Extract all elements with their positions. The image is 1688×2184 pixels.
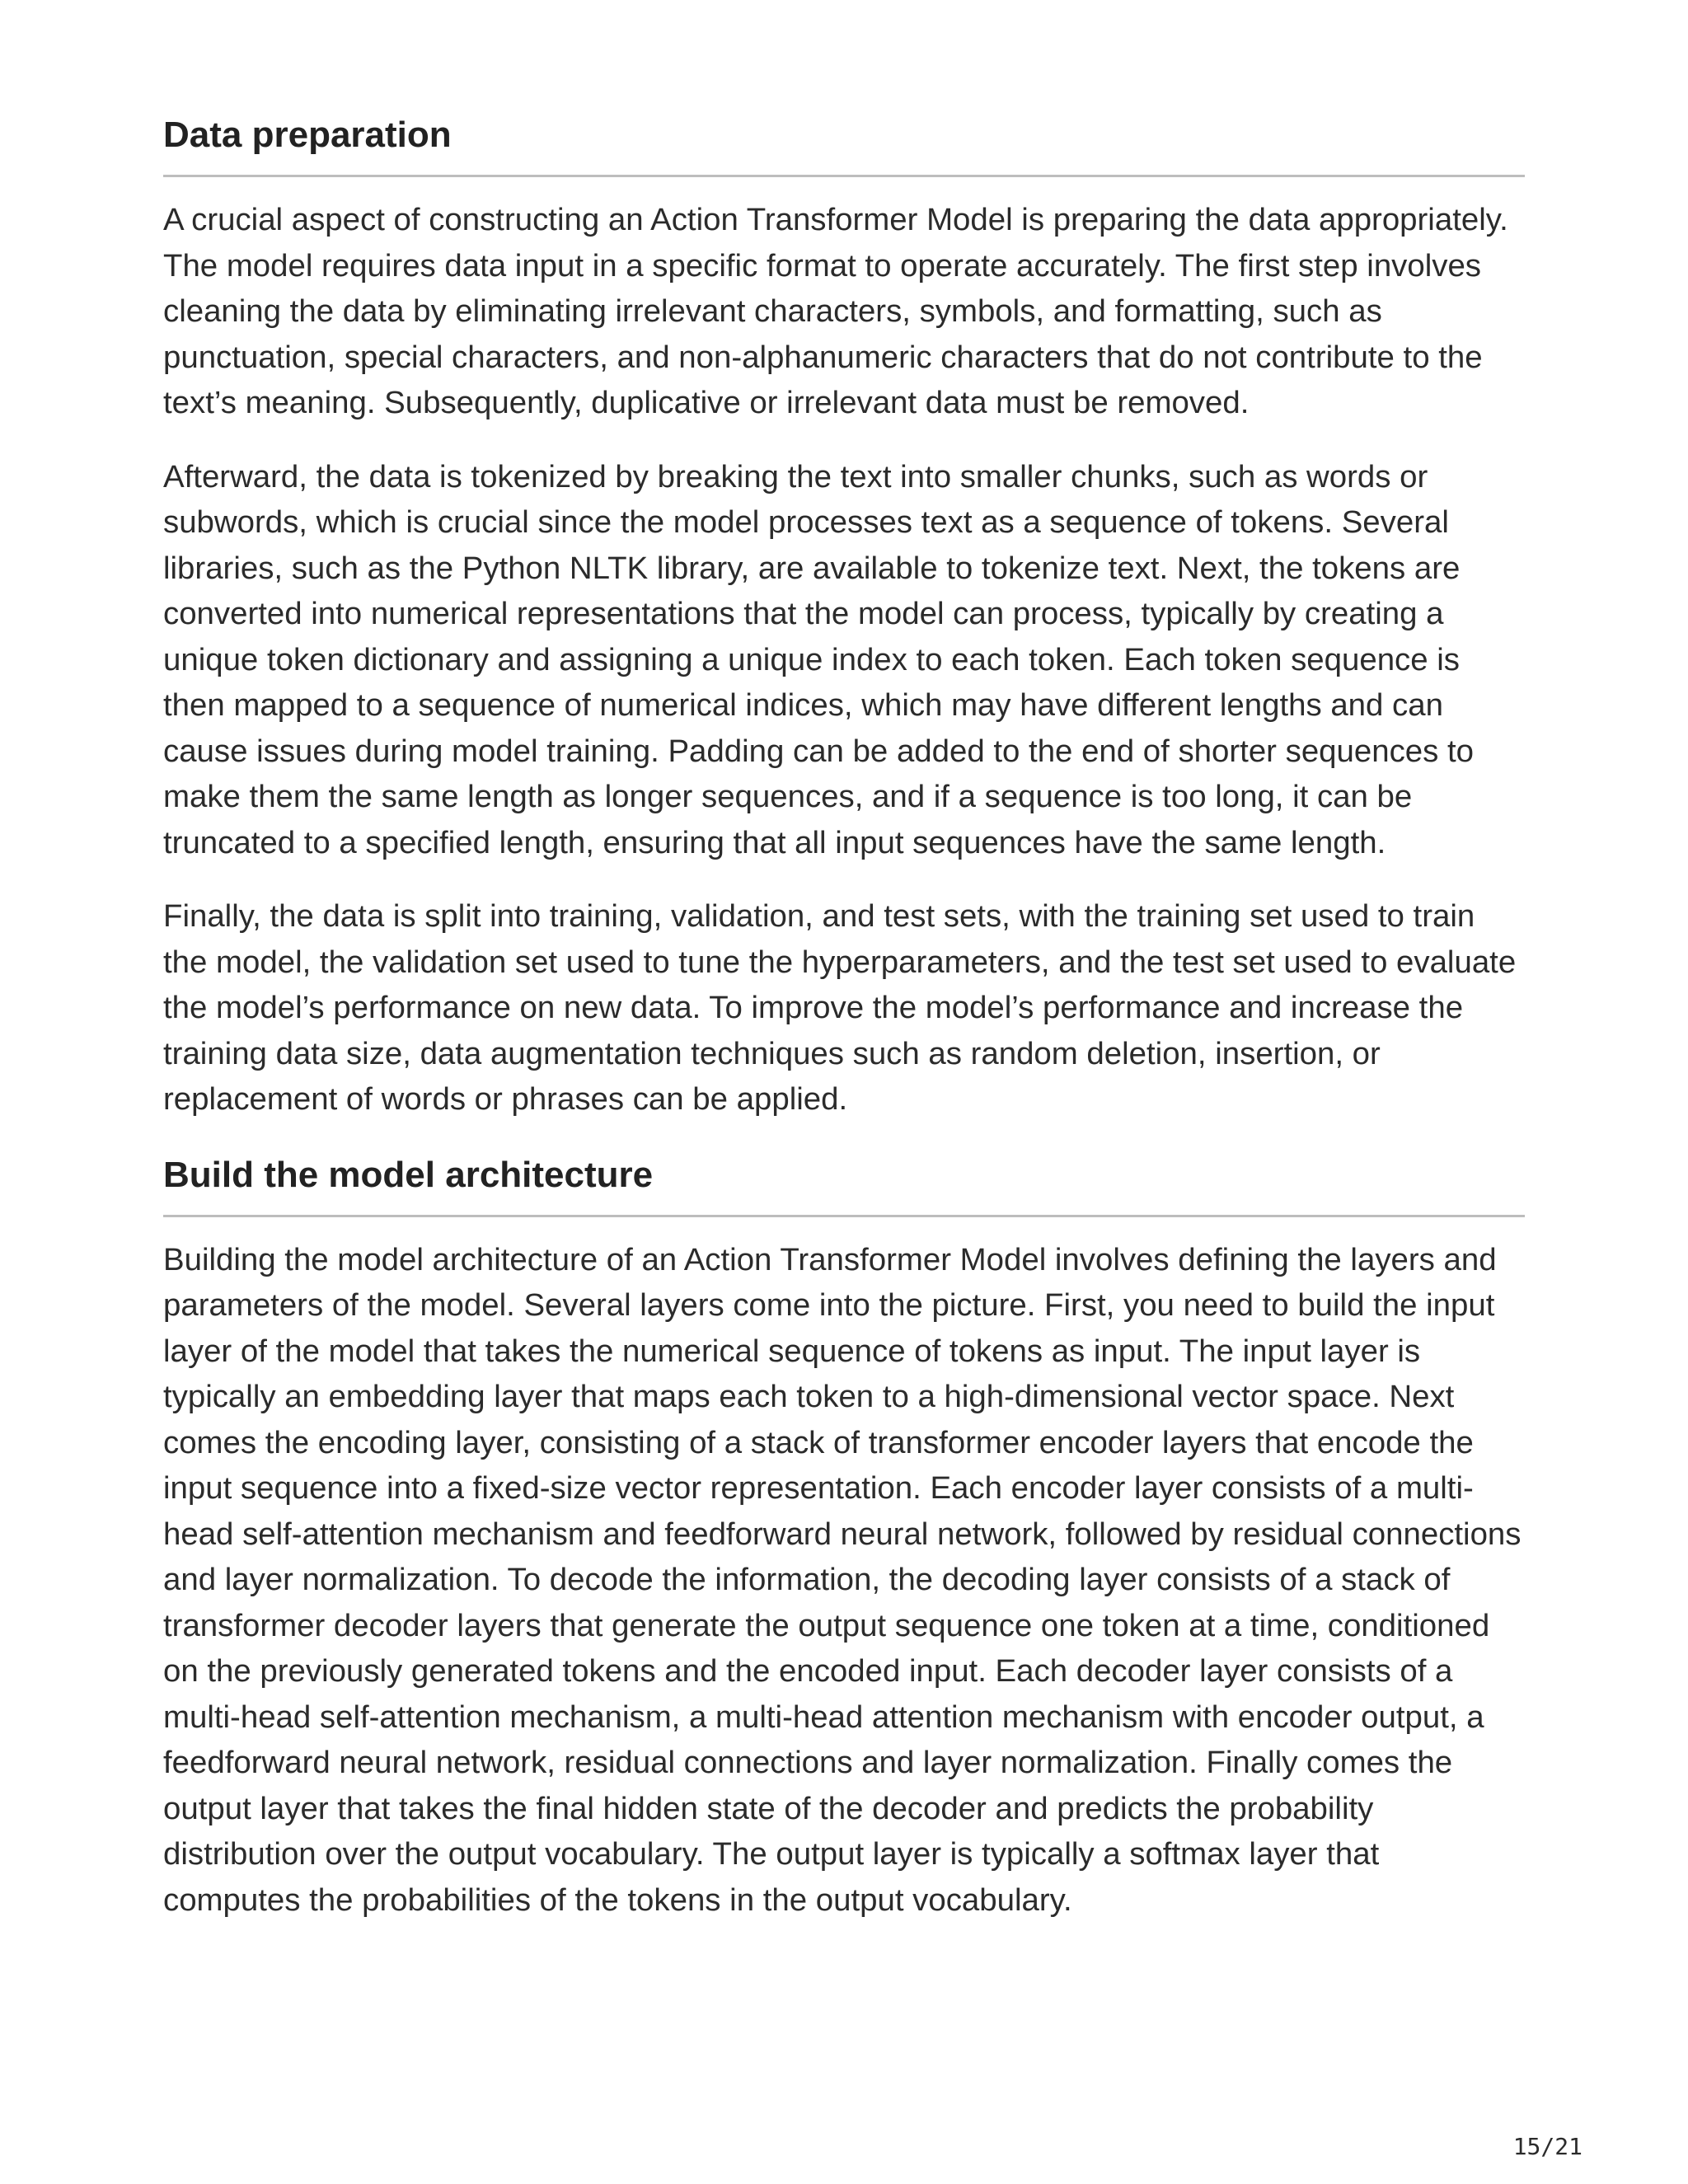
- section-data-preparation: [163, 114, 1525, 1122]
- heading-divider: [163, 175, 1525, 177]
- section-heading: Data preparation: [163, 115, 452, 155]
- section-heading: Build the model architecture: [163, 1154, 654, 1195]
- paragraph: Building the model architecture of an Action Transformer Model involves defining the layers and parameters of the model. Several layers come into the picture. First, you need to build the input layer of the model that takes the numerical sequence of tokens as input. The input layer is typically an embedding layer that maps each token to a high-dimensional vector space. Next comes the encoding layer, consisting of a stack of transformer encoder layers that encode the input sequence into a fixed-size vector representation. Each encoder layer consists of a multi-head self-attention mechanism and feedforward neural network, followed by residual connections and layer normalization. To decode the information, the decoding layer consists of a stack of transformer decoder layers that generate the output sequence one token at a time, conditioned on the previously generated tokens and the encoded input. Each decoder layer consists of a multi-head self-attention mechanism, a multi-head attention mechanism with encoder output, a feedforward neural network, residual connections and layer normalization. Finally comes the output layer that takes the final hidden state of the decoder and predicts the probability distribution over the output vocabulary. The output layer is typically a softmax layer that computes the probabilities of the tokens in the output vocabulary.: [163, 1241, 1522, 1918]
- section-build-model-architecture: [163, 1154, 1525, 1924]
- paragraph: Finally, the data is split into training, validation, and test sets, with the training set used to train the model, the validation set used to tune the hyperparameters, and the test set used to evaluate the model’s performance on new data. To improve the model’s performance and increase the training data size, data augmentation techniques such as random deletion, insertion, or replacement of words or phrases can be applied.: [163, 898, 1517, 1117]
- document-page: [163, 114, 1525, 1923]
- paragraph: Afterward, the data is tokenized by breaking the text into smaller chunks, such as words or subwords, which is crucial since the model processes text as a sequence of tokens. Several libraries, such as the Python NLTK library, are available to tokenize text. Next, the tokens are converted into numerical representations that the model can process, typically by creating a unique token dictionary and assigning a unique index to each token. Each token sequence is then mapped to a sequence of numerical indices, which may have different lengths and can cause issues during model training. Padding can be added to the end of shorter sequences to make them the same length as longer sequences, and if a sequence is too long, it can be truncated to a specified length, ensuring that all input sequences have the same length.: [163, 458, 1475, 860]
- page-number: 15/21: [1512, 2133, 1582, 2160]
- heading-divider: [163, 1215, 1525, 1217]
- paragraph: A crucial aspect of constructing an Action Transformer Model is preparing the data appropriately. The model requires data input in a specific format to operate accurately. The first step involves cleaning the data by eliminating irrelevant characters, symbols, and formatting, such as punctuation, special characters, and non-alphanumeric characters that do not contribute to the text’s meaning. Subsequently, duplicative or irrelevant data must be removed.: [163, 202, 1508, 420]
